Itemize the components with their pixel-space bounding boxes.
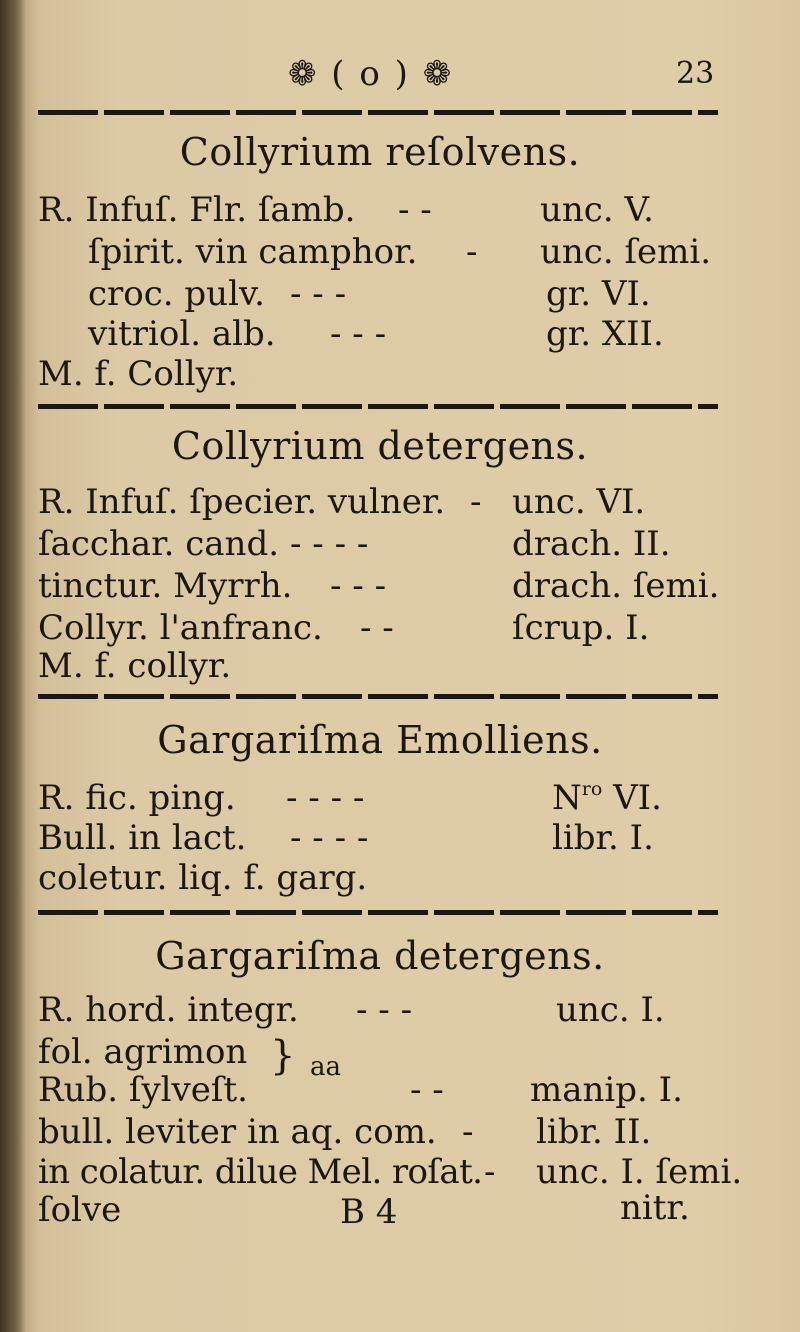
quantity (552, 778, 662, 818)
header-ornament: ❁ ( o ) ❁ (288, 54, 454, 94)
dash-leader: - - (410, 1070, 444, 1110)
recipe-line: bull. leviter in aq. com. (38, 1112, 437, 1152)
divider-rule (38, 110, 718, 115)
dash-leader: - - (398, 190, 432, 230)
recipe-line: croc. pulv. (88, 274, 265, 314)
divider-rule (38, 694, 718, 699)
recipe-line: R. Infuſ. Flr. ſamb. (38, 190, 356, 230)
brace-bracket: } (270, 1033, 296, 1079)
quantity: unc. VI. (512, 482, 646, 522)
dash-leader: - (466, 232, 478, 272)
quantity: unc. I. (556, 990, 665, 1030)
recipe-line: ſolve (38, 1190, 122, 1230)
recipe-line: R. fic. ping. (38, 778, 236, 818)
book-spine-shadow (0, 0, 26, 1332)
section-title: Gargariſma detergens. (155, 934, 605, 978)
recipe-line: Bull. in lact. (38, 818, 247, 858)
quantity: drach. II. (512, 524, 671, 564)
recipe-line: M. f. Collyr. (38, 354, 239, 394)
recipe-line: R. Infuſ. ſpecier. vulner. (38, 482, 446, 522)
numero-superscript: ro (581, 778, 603, 800)
dash-leader: - - (360, 608, 394, 648)
numero-value: VI. (613, 778, 662, 818)
recipe-line: vitriol. alb. (88, 314, 276, 354)
quantity: libr. I. (552, 818, 654, 858)
recipe-line: coletur. liq. f. garg. (38, 858, 368, 898)
recipe-line: R. hord. integr. (38, 990, 299, 1030)
quantity: unc. I. ſemi. (536, 1152, 743, 1192)
quantity: unc. V. (540, 190, 654, 230)
quantity: gr. VI. (546, 274, 651, 314)
quantity: libr. II. (536, 1112, 652, 1152)
ana-label: aa (310, 1052, 342, 1082)
dash-leader: - - - (290, 274, 347, 314)
recipe-line: tinctur. Myrrh. (38, 566, 293, 606)
page-header (0, 50, 800, 100)
dash-leader: - - - - (290, 818, 369, 858)
divider-rule (38, 910, 718, 915)
recipe-line: fol. agrimon (38, 1032, 248, 1072)
section-title: Collyrium detergens. (171, 424, 589, 468)
section-title: Gargariſma Emolliens. (157, 718, 603, 762)
quantity: unc. ſemi. (540, 232, 712, 272)
recipe-line: Rub. ſylveſt. (38, 1070, 248, 1110)
dash-leader: - - - - (286, 778, 365, 818)
dash-leader: - - - - (290, 524, 369, 564)
section-title: Collyrium reſolvens. (179, 130, 581, 174)
quantity: ſcrup. I. (512, 608, 650, 648)
signature-mark: B 4 (340, 1192, 398, 1232)
recipe-line: ſpirit. vin camphor. (88, 232, 418, 272)
divider-rule (38, 404, 718, 409)
recipe-line: ſacchar. cand. (38, 524, 280, 564)
quantity: gr. XII. (546, 314, 664, 354)
recipe-line: in colatur. dilue Mel. roſat. (38, 1152, 483, 1192)
quantity: drach. ſemi. (512, 566, 720, 606)
quantity: manip. I. (530, 1070, 683, 1110)
dash-leader: - (484, 1152, 496, 1192)
numero-label: N (552, 778, 582, 818)
catchword: nitr. (620, 1188, 690, 1228)
dash-leader: - (462, 1112, 474, 1152)
dash-leader: - (470, 482, 482, 522)
page-number: 23 (676, 56, 715, 91)
recipe-line: Collyr. l'anfranc. (38, 608, 323, 648)
dash-leader: - - - (356, 990, 413, 1030)
recipe-line: M. f. collyr. (38, 646, 232, 686)
dash-leader: - - - (330, 314, 387, 354)
dash-leader: - - - (330, 566, 387, 606)
